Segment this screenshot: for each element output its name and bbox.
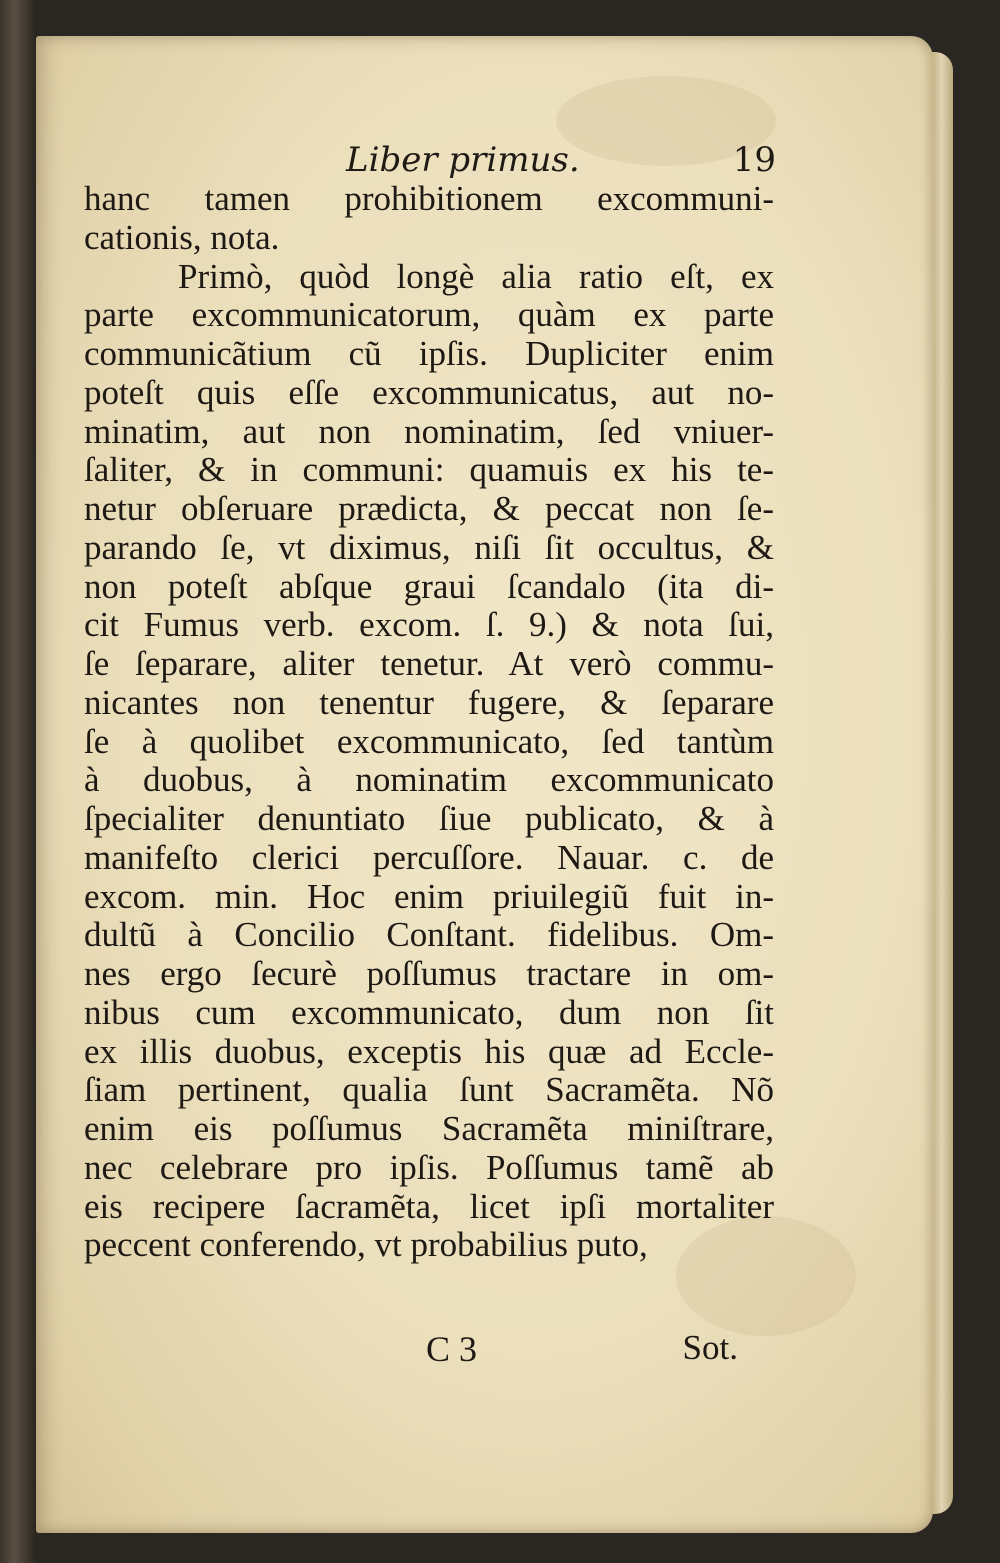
text-line: cit Fumus verb. excom. ſ. 9.) & nota ſui,: [84, 605, 774, 645]
text-line: peccent conferendo, vt probabilius puto,: [84, 1225, 648, 1265]
text-line: enim eis poſſumus Sacramẽta miniſtrare,: [84, 1109, 774, 1148]
page-number: 19: [732, 140, 776, 180]
text-line: hanc tamen prohibitionem excommuni-: [84, 179, 774, 218]
text-line: nec celebrare pro ipſis. Poſſumus tamẽ ab: [84, 1147, 774, 1187]
page-footer: [84, 1328, 738, 1374]
running-head: Liber primus.: [346, 140, 580, 180]
text-line: netur obſeruare prædicta, & peccat non ſe-: [84, 489, 774, 528]
binding-edge: [0, 0, 36, 1563]
text-line: nes ergo ſecurè poſſumus tractare in om-: [84, 954, 774, 993]
text-line: manifeſto clerici percuſſore. Nauar. c. de: [84, 837, 774, 877]
text-line: poteſt quis eſſe excommunicatus, aut no-: [84, 372, 774, 412]
text-line: excom. min. Hoc enim priuilegiũ fuit in-: [84, 876, 774, 916]
text-line: ſe ſeparare, aliter tenetur. At verò commu-: [84, 644, 774, 683]
text-line: dultũ à Concilio Conſtant. fidelibus. Om-: [84, 915, 774, 955]
body-text: [84, 180, 774, 1265]
text-line: cationis, nota.: [84, 217, 280, 257]
text-line: nibus cum excommunicato, dum non ſit: [84, 992, 774, 1032]
text-line: parte excommunicatorum, quàm ex parte: [84, 295, 774, 335]
text-line: parando ſe, vt diximus, niſi ſit occultus, &: [84, 527, 774, 567]
text-line: ex illis duobus, exceptis his quæ ad Eccle-: [84, 1031, 774, 1071]
text-line: Primò, quòd longè alia ratio eſt, ex: [178, 256, 774, 296]
text-line: nicantes non tenentur fugere, & ſeparare: [84, 682, 774, 722]
text-line: communicãtium cũ ipſis. Dupliciter enim: [84, 334, 774, 373]
text-line: non poteſt abſque graui ſcandalo (ita di-: [84, 566, 774, 606]
text-line: à duobus, à nominatim excommunicato: [84, 760, 774, 800]
text-line: ſaliter, & in communi: quamuis ex his te-: [84, 450, 774, 490]
text-line: ſiam pertinent, qualia ſunt Sacramẽta. Nõ: [84, 1070, 774, 1110]
catchword: Sot.: [682, 1328, 738, 1367]
text-line: eis recipere ſacramẽta, licet ipſi mortaliter: [84, 1186, 774, 1226]
text-line: ſe à quolibet excommunicato, ſed tantùm: [84, 721, 774, 761]
text-line: minatim, aut non nominatim, ſed vniuer-: [84, 411, 774, 451]
signature-mark: C 3: [426, 1329, 478, 1369]
text-line: ſpecialiter denuntiato ſiue publicato, & à: [84, 799, 774, 838]
